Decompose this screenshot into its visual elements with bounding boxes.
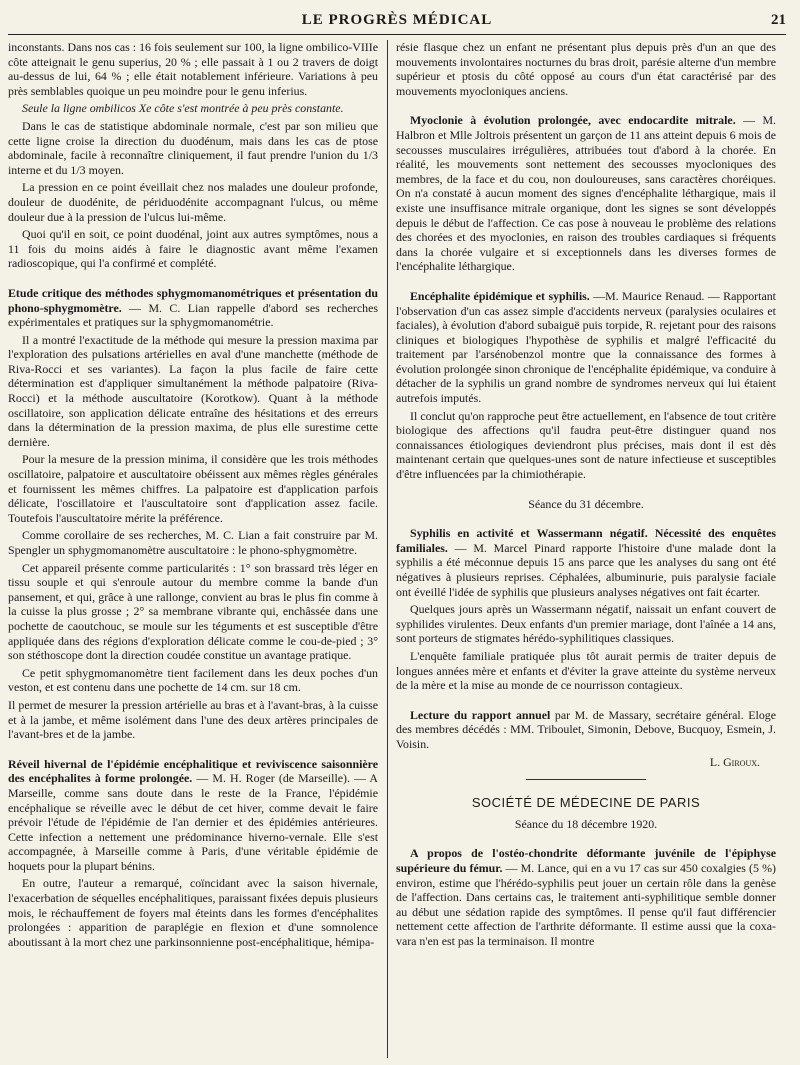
paragraph: En outre, l'auteur a remarqué, coïncidant avec la saison hivernale, l'exacerbation de séquelles encéphalitiques, paraissant fixées depuis plusieurs mois, le réchauffement de foyers mal éteints dans les formes d'encéphalites prolongées : apparition de paraplégie en flexion et d'une somnolence aboutissant à la mort chez une parkinsonnienne post-encéphalitique, hémipa- <box>8 876 378 949</box>
section-title: Encéphalite épidémique et syphilis. <box>410 288 590 303</box>
section-title: Lecture du rapport annuel <box>410 707 551 722</box>
section-entry <box>396 526 776 599</box>
journal-title: LE PROGRÈS MÉDICAL <box>301 12 493 28</box>
section-author: — M. H. Roger <box>196 771 275 786</box>
section-text: —M. Maurice Renaud. — Rapportant l'observation d'un cas assez simple d'accidents nerveux (paralysies oculaires et faciales), à évolution d'abord subaiguë puis torpide, R. rejetant pour des raisons cliniques et biologiques l'hypothèse de syphilis et malgré l'efficacité du traitement par l'arsénobenzol montre que la connaissance des formes à évolution prolongée sinon chronique de l'encéphalite épidémique, va conduire à détacher de la syphilis un grand nombre de syndromes nerveux qui lui étaient autrefois imputés. <box>396 288 776 406</box>
section-text: — M. Lance, qui en a vu 17 cas sur 450 coxalgies (5 %) environ, estime que l'hérédo-syphilis peut jouer un certain rôle dans la genèse de l'affection. Dans certains cas, le traitement anti-syphilitique semble donner au début une sédation rapide des symptômes. Il pense qu'il faut différencier nettement cette affection de l'arthrite déformante. Il estime aussi que la coxa-vara n'en est pas la terminaison. Il montre <box>396 860 776 948</box>
paragraph: La pression en ce point éveillait chez nos malades une douleur profonde, douleur de duodénite, de périduodénite accompagnant l'ulcus, ou même douleur due à la pression de l'ulcus lui-même. <box>8 180 378 224</box>
section-title: Etude critique des méthodes sphygmomanométriques et présentation du phono-sphygmomètre. <box>8 285 378 315</box>
section-text: par M. de Massary, secrétaire général. Eloge des membres décédés : MM. Triboulet, Simonin, Debove, Bucquoy, Esmein, J. Voisin. <box>396 707 776 751</box>
seance-date: Séance du 18 décembre 1920. <box>514 816 658 831</box>
section-entry <box>8 757 378 874</box>
section-title: Réveil hivernal de l'épidémie encéphalitique et reviviscence saisonnière des encéphalites à forme prolongée. <box>8 756 378 786</box>
page-number: 21 <box>771 12 786 28</box>
section-title: Myoclonie à évolution prolongée, avec endocardite mitrale. <box>410 113 736 128</box>
paragraph: inconstants. Dans nos cas : 16 fois seulement sur 100, la ligne ombilico-VIIIe côte atteignait le genu superius, 20 % ; elle passait à 1 ou 2 travers de doigt au-dessus de lui, 64 % ; elle était notablement inférieure. Variations à peu près semblables quoique un peu moindre pour le genu inferius. <box>8 40 378 98</box>
paragraph: Quoi qu'il en soit, ce point duodénal, joint aux autres symptômes, nous a 11 fois du moins aidés à faire le diagnostic avant même l'examen radioscopique, qui l'a confirmé et complété. <box>8 227 378 271</box>
section-title: A propos de l'ostéo-chondrite déformante juvénile de l'épiphyse supérieure du fémur. <box>396 846 776 875</box>
paragraph: résie flasque chez un enfant ne présentant plus depuis près d'un an que des mouvements involontaires nocturnes du bras droit, parésie alterne d'un membre supérieur et ptosis du côté opposé au cours d'un état caractérisé par des mouvements myocloniques anciens. <box>396 40 776 98</box>
paragraph: Ce petit sphygmomanomètre tient facilement dans les deux poches d'un veston, et est contenu dans une pochette de 14 cm. sur 18 cm. <box>8 665 378 695</box>
section-divider <box>526 779 646 780</box>
paragraph: Il permet de mesurer la pression artérielle au bras et à l'avant-bras, à la cuisse et à la jambe, et même isolément dans l'une des deux artères principales de l'avant-bres et de la jambe. <box>8 697 378 742</box>
section-entry <box>396 708 776 752</box>
section-text: — M. Halbron et Mlle Joltrois présentent un garçon de 11 ans atteint depuis 6 mois de secousses musculaires irrégulières, attribuées tout d'abord à la chorée. En réalité, les mouvements sont nettement des secousses myocloniques des membres, de la face et du cou, non douloureuses, sans caractères choréiques. On n'a constaté à aucun moment des signes d'encéphalite léthargique, mais il existe une insuffisance mitrale organique, dont les signes se sont développés depuis le début de l'affection. Ce cas pose à nouveau le problème des relations des chorées et des myoclonies, en raison des troubles cardiaques si fréquents dans la chorée vulgaire et si exceptionnels dans les diverses formes de l'encéphalite léthargique. <box>396 113 776 274</box>
page-header <box>8 6 786 35</box>
paragraph: Dans le cas de statistique abdominale normale, c'est par son milieu que cette ligne croise la direction du duodénum, mais dans les cas de ptose abdominale, facile à reconnaître cliniquement, il faut prendre l'union du 1/3 interne et du 1/3 moyen. <box>8 118 378 177</box>
section-text: (de Marseille). — A Marseille, comme sans doute dans le reste de la France, l'épidémie encéphalique se réveille avec le début de cet hiver, comme devait le faire prévoir l'étude de l'épidémie de l'an dernier et des épidémies antérieures. Cette infection a nettement une prédominance hiverno-vernale. Elle s'est accompagnée, à Marseille comme à Paris, d'une véritable épidémie de hoquets pour la plupart bénins. <box>8 771 378 873</box>
paragraph: Cet appareil présente comme particularités : 1° son brassard très léger en tissu souple et qui s'enroule autour du membre comme la bande d'un pansement, et qui, grâce à une rallonge, convient au bras le plus fin comme à la cuisse la plus grosse ; 2° sa membrane vibrante qui, enchâssée dans une pochette de caoutchouc, se moule sur les téguments et est susceptible d'être appliquée dans des régions d'exploration délicate comme le cou-de-pied ; 3° son stéthoscope dont la direction coudée constitue un avantage pratique. <box>8 560 378 663</box>
right-column <box>396 40 776 951</box>
paragraph: Quelques jours après un Wassermann négatif, naissait un enfant couvert de syphilides virulentes. Deux enfants d'un premier mariage, dont l'aînée a 14 ans, sont porteurs de stigmates hérédo-syphilitiques classiques. <box>396 602 776 646</box>
section-title: Syphilis en activité et Wassermann négatif. Nécessité des enquêtes familiales. <box>396 526 776 555</box>
paragraph: Comme corollaire de ses recherches, M. C. Lian a fait construire par M. Spengler un sphygmomanomètre auscultatoire : le phono-sphygmomètre. <box>8 528 378 557</box>
section-entry <box>396 846 776 948</box>
section-author: — M. C. Lian <box>129 300 210 315</box>
paragraph: L'enquête familiale pratiquée plus tôt aurait permis de traiter depuis de longues années mère et enfants et d'éviter la grave atteinte du système nerveux de la mère et la mise au monde de ce nourrisson contagieux. <box>396 648 776 693</box>
signature: L. Giroux. <box>709 754 760 769</box>
section-text: — M. Marcel Pinard rapporte l'histoire d'une malade dont la syphilis a été méconnue depuis 15 ans parce que les analyses du sang ont été négatives à plusieurs reprises. Céphalées, albuminurie, puis paralysie faciale ont éveillé l'idée de syphilis que plusieurs analyses négatives ont fait écarter. <box>396 540 776 599</box>
paragraph: Pour la mesure de la pression minima, il considère que les trois méthodes oscillatoire, palpatoire et auscultatoire obéissent aux mêmes règles générales et fournissent les mêmes chiffres. La palpatoire est d'application parfois délicate, l'oscillatoire et l'auscultatoire sont d'application assez facile. Toutefois l'auscultatoire mérite la préférence. <box>8 452 378 525</box>
paragraph: Il conclut qu'on rapproche peut être actuellement, en l'absence de tout critère biologique des affections qu'il faudra peut-être distinguer quand nos connaissances étiologiques deviendront plus précises, mais dont il est dès maintenant certain que quelques-unes sont de nature infectieuse et susceptibles d'être influencées par la chimiothérapie. <box>396 408 776 482</box>
paragraph: Il a montré l'exactitude de la méthode qui mesure la pression maxima par l'exploration des pulsations artérielles en aval d'une manchette (méthode de Riva-Rocci et ses variantes). La façon la plus facile de faire cette détermination est d'appliquer simultanément la méthode palpatoire (Riva-Rocci) et la méthode auscultatoire (Korotkow). Quant à la méthode oscillatoire, son application délicate entraîne des hésitations et des erreurs dans la détermination de la pression maxima, de plus elle surestime cette dernière. <box>8 332 378 449</box>
section-text: rappelle d'abord ses recherches expérimentales et pratiques sur la sphygmomanométrie. <box>8 300 378 330</box>
section-entry <box>396 289 776 406</box>
society-title: SOCIÉTÉ DE MÉDECINE DE PARIS <box>471 795 701 811</box>
seance-date: Séance du 31 décembre. <box>528 496 644 511</box>
left-column <box>8 40 378 952</box>
section-entry <box>396 113 776 274</box>
paragraph: Seule la ligne ombilicos Xe côte s'est montrée à peu près constante. <box>22 101 344 116</box>
column-divider <box>387 40 388 1058</box>
section-entry <box>8 286 378 330</box>
